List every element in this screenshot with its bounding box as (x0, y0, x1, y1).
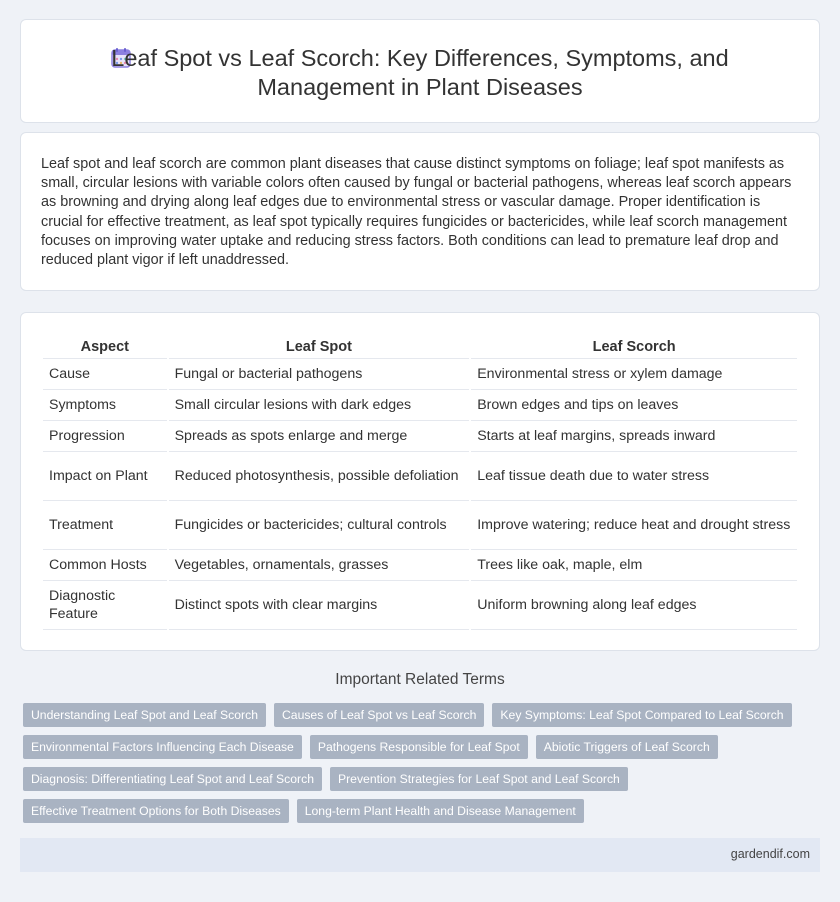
table-cell: Trees like oak, maple, elm (471, 550, 797, 581)
table-cell: Common Hosts (43, 550, 167, 581)
table-cell: Distinct spots with clear margins (169, 581, 470, 630)
related-term-link[interactable]: Prevention Strategies for Leaf Spot and Leaf Scorch (330, 767, 628, 791)
table-row (43, 421, 797, 452)
column-header-leaf-spot: Leaf Spot (169, 336, 470, 359)
column-header-aspect: Aspect (43, 336, 167, 359)
table-cell: Impact on Plant (43, 452, 167, 501)
header-card (20, 19, 820, 123)
summary-text: Leaf spot and leaf scorch are common plant diseases that cause distinct symptoms on foliage; leaf spot manifests as small, circular lesions with variable colors often caused by fungal or bacterial pathogens, whereas leaf scorch appears as browning and drying along leaf edges due to environmental stress or vascular damage. Proper identification is crucial for effective treatment, as leaf spot typically requires fungicides or bactericides, while leaf scorch management focuses on improving water uptake and reducing stress factors. Both conditions can lead to premature leaf drop and reduced plant vigor if left unaddressed. (41, 156, 792, 269)
related-term-link[interactable]: Key Symptoms: Leaf Spot Compared to Leaf Scorch (492, 703, 791, 727)
related-term-link[interactable]: Pathogens Responsible for Leaf Spot (310, 735, 528, 759)
page-title: Leaf Spot vs Leaf Scorch: Key Differences, Symptoms, and Management in Plant Diseases (111, 45, 729, 100)
related-term-link[interactable]: Environmental Factors Influencing Each Disease (23, 735, 302, 759)
table-cell: Cause (43, 359, 167, 390)
footer-site-link[interactable]: gardendif.com (730, 847, 810, 861)
related-term-link[interactable]: Long-term Plant Health and Disease Management (297, 799, 584, 823)
table-cell: Fungal or bacterial pathogens (169, 359, 470, 390)
table-cell: Spreads as spots enlarge and merge (169, 421, 470, 452)
table-cell: Fungicides or bactericides; cultural controls (169, 501, 470, 550)
related-terms-heading: Important Related Terms (335, 671, 505, 688)
table-header-row (43, 336, 797, 359)
table-cell: Improve watering; reduce heat and drought stress (471, 501, 797, 550)
table-cell: Symptoms (43, 390, 167, 421)
column-header-leaf-scorch: Leaf Scorch (471, 336, 797, 359)
table-cell: Starts at leaf margins, spreads inward (471, 421, 797, 452)
table-row (43, 501, 797, 550)
table-row (43, 390, 797, 421)
table-cell: Reduced photosynthesis, possible defoliation (169, 452, 470, 501)
table-row (43, 550, 797, 581)
table-row (43, 359, 797, 390)
related-term-link[interactable]: Causes of Leaf Spot vs Leaf Scorch (274, 703, 484, 727)
related-term-link[interactable]: Abiotic Triggers of Leaf Scorch (536, 735, 718, 759)
tag-row (23, 735, 823, 759)
comparison-card (20, 312, 820, 651)
table-cell: Leaf tissue death due to water stress (471, 452, 797, 501)
table-cell: Uniform browning along leaf edges (471, 581, 797, 630)
table-cell: Diagnostic Feature (43, 581, 167, 630)
related-term-link[interactable]: Understanding Leaf Spot and Leaf Scorch (23, 703, 266, 727)
table-cell: Brown edges and tips on leaves (471, 390, 797, 421)
comparison-table (41, 336, 799, 630)
footer (20, 838, 820, 872)
table-cell: Small circular lesions with dark edges (169, 390, 470, 421)
table-cell: Progression (43, 421, 167, 452)
table-cell: Treatment (43, 501, 167, 550)
table-row (43, 581, 797, 630)
related-term-link[interactable]: Effective Treatment Options for Both Diseases (23, 799, 289, 823)
tag-row (23, 799, 823, 823)
table-cell: Vegetables, ornamentals, grasses (169, 550, 470, 581)
table-row (43, 452, 797, 501)
related-term-link[interactable]: Diagnosis: Differentiating Leaf Spot and Leaf Scorch (23, 767, 322, 791)
tag-row (23, 767, 823, 791)
tag-row (23, 703, 823, 727)
summary-card (20, 132, 820, 291)
table-cell: Environmental stress or xylem damage (471, 359, 797, 390)
related-terms-list (23, 703, 823, 831)
